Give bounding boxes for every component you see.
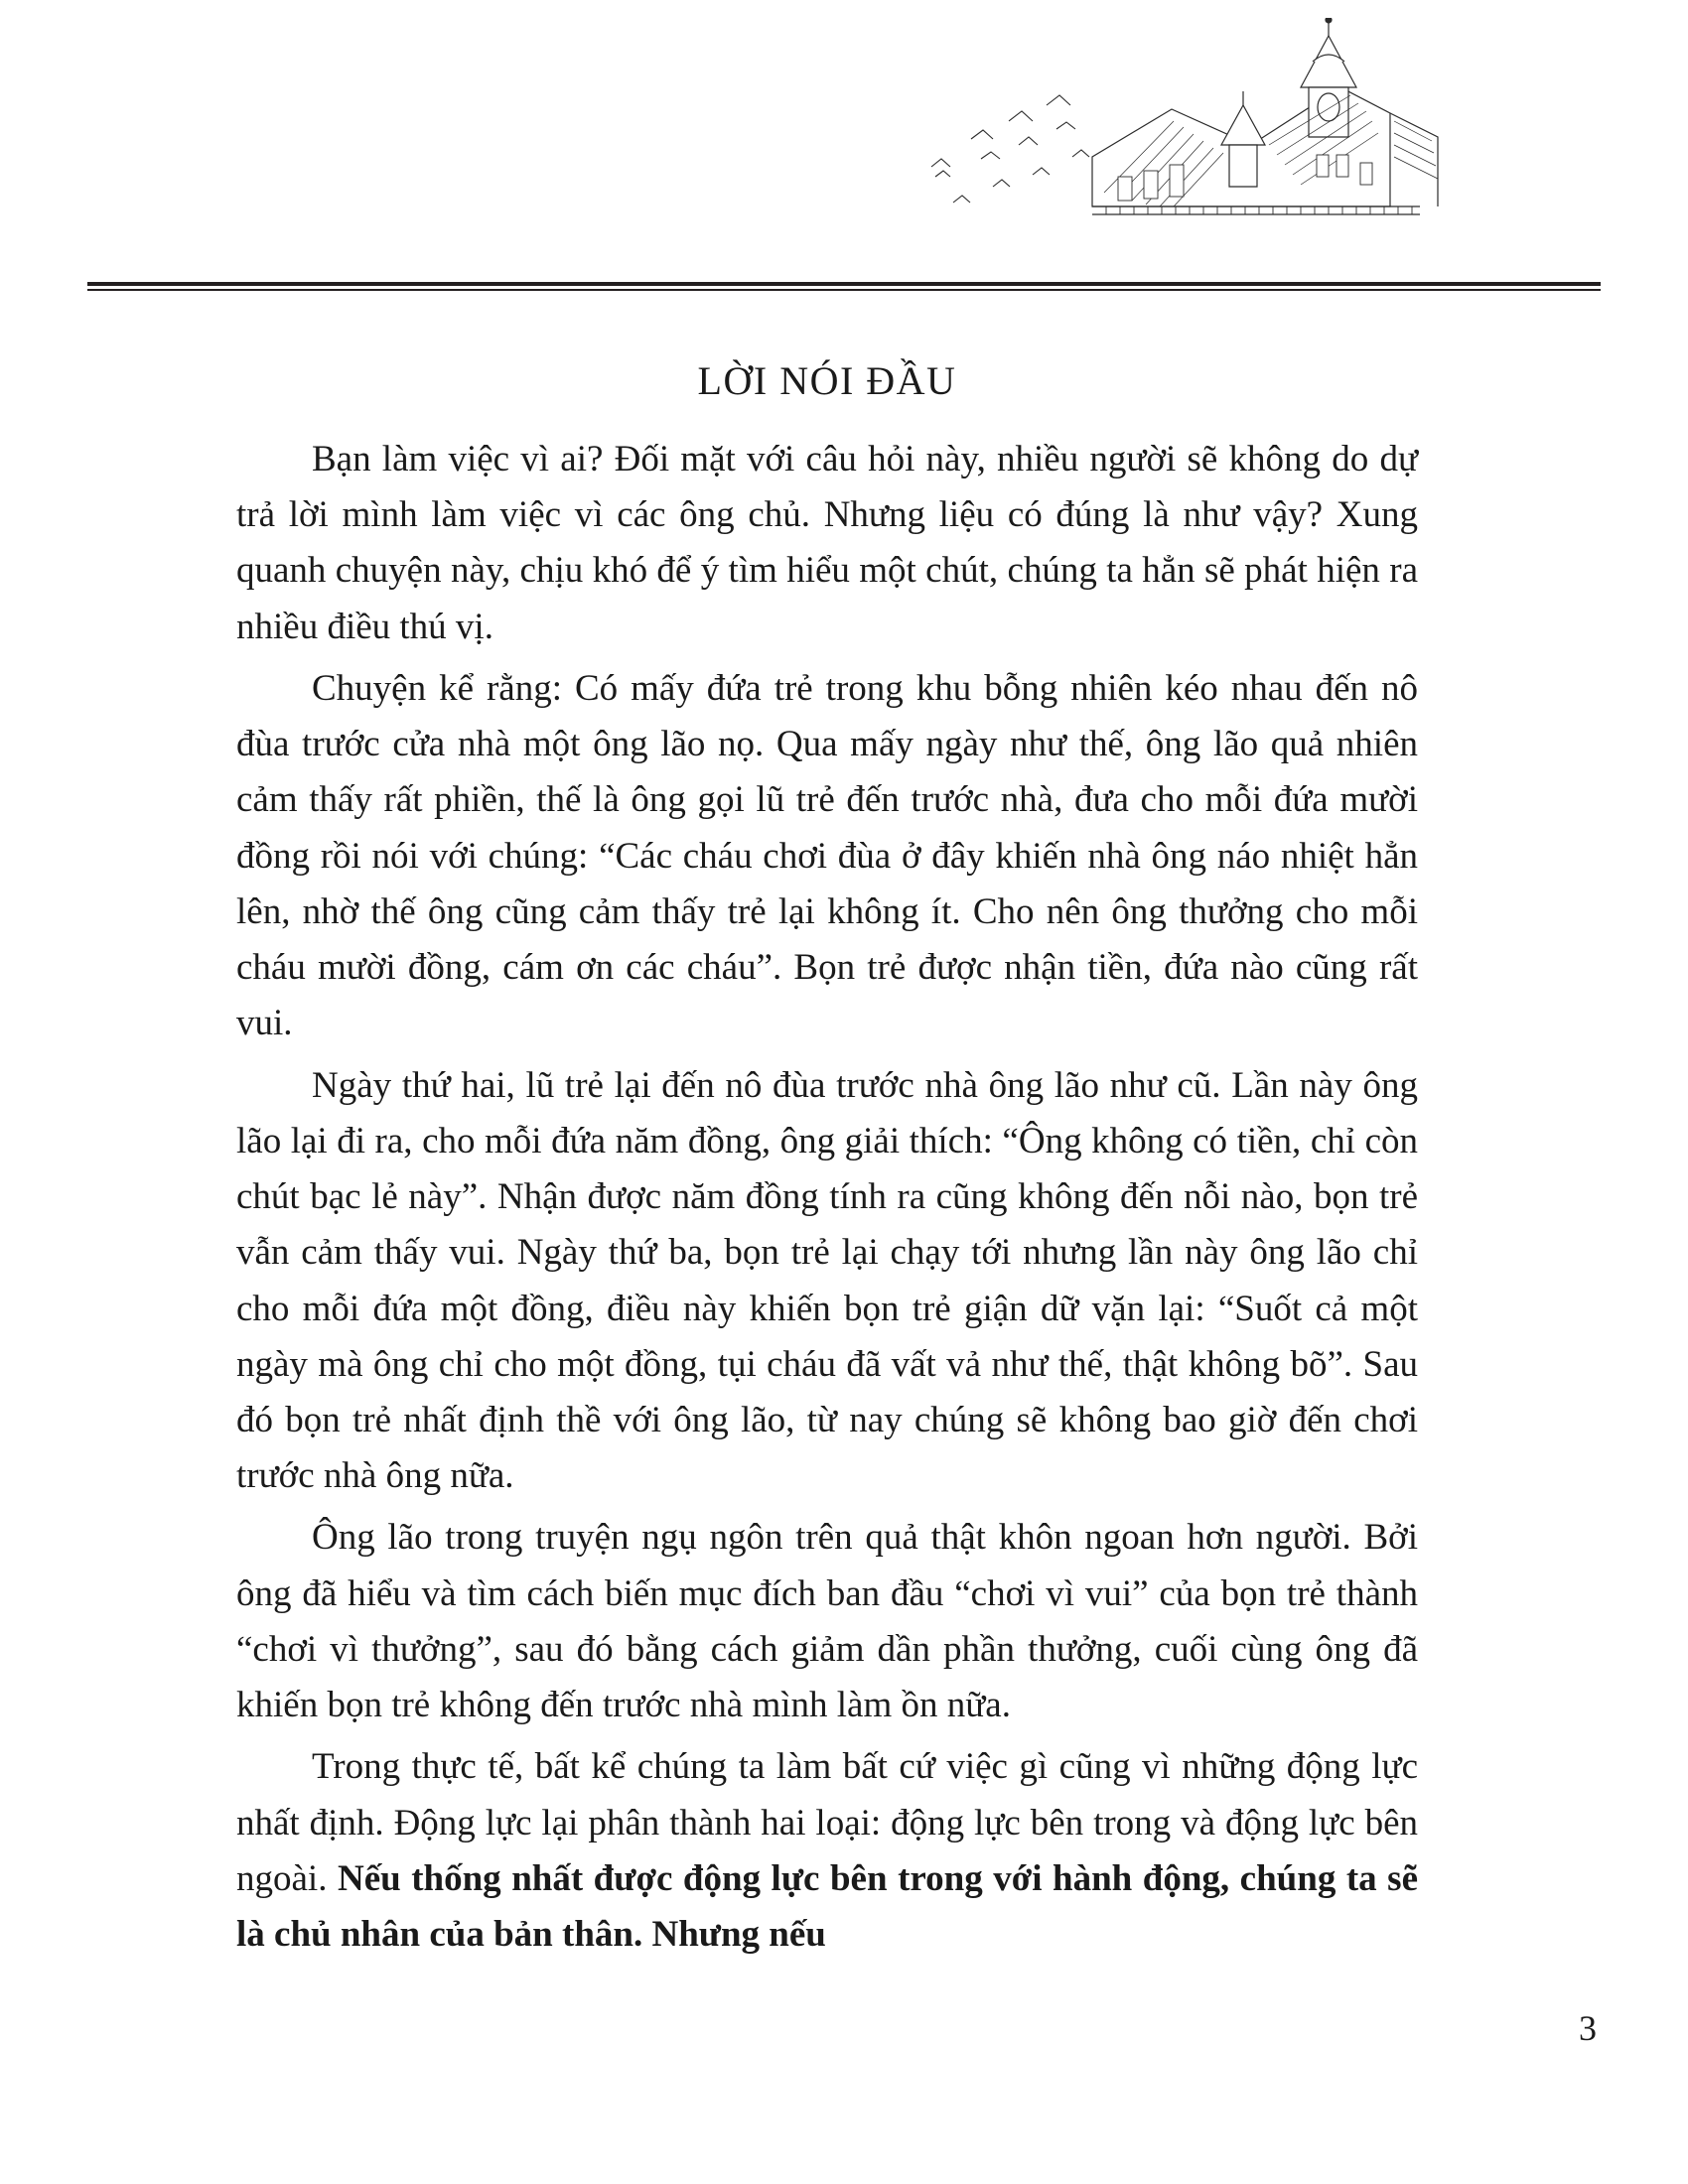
paragraph-5-bold-run: Nếu thống nhất được động lực bên trong với hành động, chúng ta sẽ là chủ nhân của bản thân. Nhưng nếu [236,1857,1419,1956]
header-divider [87,282,1601,291]
paragraph-3: Ngày thứ hai, lũ trẻ lại đến nô đùa trước nhà ông lão như cũ. Lần này ông lão lại đi ra, cho mỗi đứa năm đồng, ông giải thích: “Ông không có tiền, chỉ còn chút bạc lẻ này”. Nhận được năm đồng tính ra cũng không đến nỗi nào, bọn trẻ vẫn cảm thấy vui. Ngày thứ ba, bọn trẻ lại chạy tới nhưng lần này ông lão chỉ cho mỗi đứa một đồng, điều này khiến bọn trẻ giận dữ vặn lại: “Suốt cả một ngày mà ông chỉ cho một đồng, tụi cháu đã vất vả như thế, thật không bõ”. Sau đó bọn trẻ nhất định thề với ông lão, từ nay chúng sẽ không bao giờ đến chơi trước nhà ông nữa. [236,1064,1418,1497]
header-illustration [923,18,1440,246]
paragraph-4: Ông lão trong truyện ngụ ngôn trên quả thật khôn ngoan hơn người. Bởi ông đã hiểu và tìm cách biến mục đích ban đầu “chơi vì vui” của bọn trẻ thành “chơi vì thưởng”, sau đó bằng cách giảm dần phần thưởng, cuối cùng ông đã khiến bọn trẻ không đến trước nhà mình làm ồn nữa. [236,1517,1418,1726]
page-title: LỜI NÓI ĐẦU [697,358,957,403]
paragraph-2: Chuyện kể rằng: Có mấy đứa trẻ trong khu bỗng nhiên kéo nhau đến nô đùa trước cửa nhà một ông lão nọ. Qua mấy ngày như thế, ông lão quả nhiên cảm thấy rất phiền, thế là ông gọi lũ trẻ đến trước nhà, đưa cho mỗi đứa mười đồng rồi nói với chúng: “Các cháu chơi đùa ở đây khiến nhà ông náo nhiệt hẳn lên, nhờ thế ông cũng cảm thấy trẻ lại không ít. Cho nên ông thưởng cho mỗi cháu mười đồng, cám ơn các cháu”. Bọn trẻ được nhận tiền, đứa nào cũng rất vui. [236,667,1418,1044]
paragraph-5 [236,1739,1418,1963]
paragraph-1: Bạn làm việc vì ai? Đối mặt với câu hỏi này, nhiều người sẽ không do dự trả lời mình làm việc vì các ông chủ. Nhưng liệu có đúng là như vậy? Xung quanh chuyện này, chịu khó để ý tìm hiểu một chút, chúng ta hẳn sẽ phát hiện ra nhiều điều thú vị. [236,439,1418,647]
page-number: 3 [1579,2008,1597,2048]
page-content [236,357,1418,1969]
paragraph-5-plain-run: Trong thực tế, bất kể chúng ta làm bất cứ việc gì cũng vì những động lực nhất định. Động lực lại phân thành hai loại: động lực bên trong và động lực bên ngoài. [236,1746,1418,1899]
